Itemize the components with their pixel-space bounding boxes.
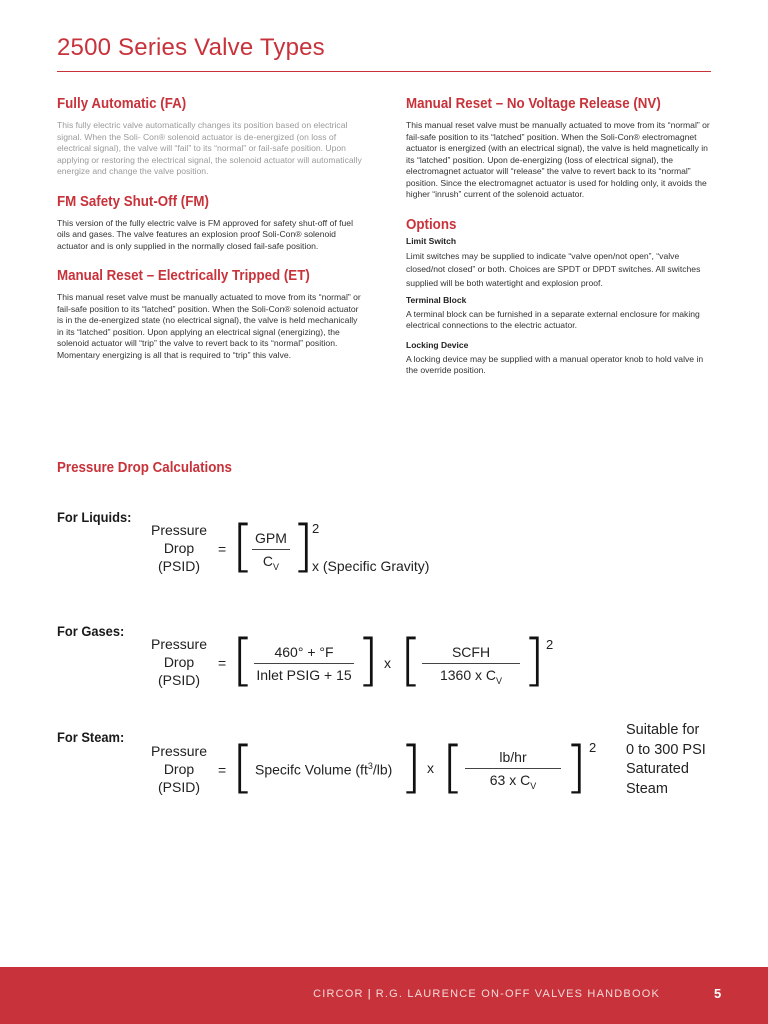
gases-frac2-den-text: 1360 x C (439, 667, 497, 683)
steam-den-text: 63 x C (489, 772, 531, 788)
right-bracket: ] (523, 628, 545, 693)
footer-handbook-title (313, 988, 660, 1000)
cv-subscript: V (496, 675, 503, 686)
nv-body: This manual reset valve must be manually actuated to move from its “normal” or fail-safe position to its “latched” position. When the Soli-Con® electromagnet actuator is energized (with an electrical signal), the valve is held magnetically in its “latched” position. Upon de-energizing (loss of electrical signal), the electromagnet actuator will “release” the valve to revert back to its “normal” position. Since the electromagnet actuator is used for holding only, it avoids the higher “inrush” current of the solenoid actuator. (406, 120, 710, 199)
steam-fraction (465, 748, 561, 795)
pd-line: Pressure (150, 743, 208, 759)
liquids-equals: = (218, 541, 227, 557)
steam-equals: = (218, 762, 227, 778)
gases-times: x (384, 655, 391, 671)
pd-line: Drop (163, 654, 195, 670)
liquids-exponent: 2 (312, 521, 320, 536)
pd-line: Pressure (150, 522, 208, 538)
locking-device-body: A locking device may be supplied with a manual operator knob to hold valve in the override position. (406, 353, 704, 376)
right-bracket: ] (400, 735, 422, 800)
left-column (57, 96, 362, 377)
left-bracket: [ (232, 735, 254, 800)
section-fm-safety (57, 194, 362, 253)
gases-equals: = (218, 655, 227, 671)
gases-frac2-denominator (422, 664, 520, 690)
steam-specific-volume (255, 761, 392, 778)
left-bracket: [ (232, 628, 254, 693)
gases-exponent: 2 (546, 637, 554, 652)
spec-vol-text: Specifc Volume (ft (255, 761, 368, 778)
left-bracket: [ (232, 514, 254, 579)
limit-switch-body: Limit switches may be supplied to indicate “valve open/not open”, “valve closed/not closed” or both. Choices are SPDT or DPDT switches. All switches supplied will be both watertight and explosion proof. (406, 250, 701, 289)
right-bracket: ] (292, 514, 314, 579)
cv-c: C (262, 553, 274, 569)
steam-note-line: 0 to 300 PSI (626, 741, 706, 758)
liquids-label: For Liquids: (57, 509, 132, 525)
pressure-drop-heading: Pressure Drop Calculations (57, 460, 232, 476)
right-bracket: ] (357, 628, 379, 693)
steam-frac-denominator (465, 769, 561, 795)
gases-frac1-numerator: 460° + °F (254, 643, 354, 664)
section-no-voltage-release (406, 96, 711, 201)
gases-pressure-drop (140, 635, 218, 689)
spec-vol-superscript: 3 (367, 761, 373, 771)
section-options (406, 217, 711, 377)
cv-subscript: V (530, 780, 537, 791)
pd-line: (PSID) (158, 558, 200, 574)
pd-line: Drop (163, 761, 195, 777)
gases-fraction-flow (422, 643, 520, 690)
fm-heading: FM Safety Shut-Off (FM) (57, 193, 209, 210)
section-electrically-tripped (57, 268, 362, 361)
liquids-numerator: GPM (252, 529, 290, 550)
left-bracket: [ (400, 628, 422, 693)
footer-brand: CIRCOR (313, 988, 364, 1000)
liquids-pressure-drop (140, 521, 218, 575)
fa-body: This fully electric valve automatically changes its position based on electrical signal. When the Soli- Con® solenoid actuator is de-energized (on loss of electrical signal), the valve will “fail” to its “normal” or fail-safe position. Upon applying or restoring the electrical signal, the solenoid actuator will automatically energize and change the valve position. (57, 120, 362, 176)
steam-frac-numerator: lb/hr (465, 748, 561, 769)
gases-frac1-denominator: Inlet PSIG + 15 (256, 667, 352, 683)
steam-note-line: Steam (626, 780, 668, 797)
nv-heading: Manual Reset – No Voltage Release (NV) (406, 96, 661, 112)
limit-switch-title: Limit Switch (406, 235, 457, 246)
right-bracket: ] (565, 735, 587, 800)
gases-label: For Gases: (57, 623, 125, 639)
gases-frac2-numerator: SCFH (422, 643, 520, 664)
liquids-specific-gravity: x (Specific Gravity) (312, 558, 430, 574)
steam-exponent: 2 (589, 740, 597, 755)
right-column (406, 96, 711, 385)
footer-separator: | (367, 988, 372, 1000)
steam-times: x (427, 760, 434, 776)
footer-handbook: R.G. LAURENCE ON-OFF VALVES HANDBOOK (375, 988, 660, 1000)
pd-line: (PSID) (158, 672, 200, 688)
locking-device-title: Locking Device (406, 339, 469, 350)
et-body: This manual reset valve must be manually actuated to move from its “normal” or fail-safe position to its “latched” position. When the Soli-Con® solenoid actuator is in the de-energized state (no electrical signal), the valve is held mechanically in its “latched” position. Upon applying an electrical signal (energizing), the solenoid actuator will “trip” the valve to revert back to its “normal” position. Momentary energizing is all that is required to “trip” this valve. (57, 292, 361, 360)
steam-pressure-drop (140, 742, 218, 796)
footer-bar (0, 967, 768, 1024)
fa-heading: Fully Automatic (FA) (57, 96, 187, 112)
left-bracket: [ (442, 735, 464, 800)
pd-line: Drop (163, 540, 195, 556)
title-divider (57, 71, 711, 72)
page-number: 5 (714, 986, 722, 1001)
fm-body: This version of the fully electric valve is FM approved for safety shut-off of fuel oils and gases. The valve features an explosion proof Soli-Con® solenoid actuator and is only supplied in the normally closed fail-safe position. (57, 217, 353, 251)
terminal-block-body: A terminal block can be furnished in a separate external enclosure for making electrical connections to the electric actuator. (406, 308, 700, 331)
section-fully-automatic (57, 96, 362, 178)
steam-note-line: Suitable for (626, 722, 700, 738)
liquids-denominator (252, 550, 290, 576)
options-heading: Options (406, 216, 457, 233)
gases-fraction-temperature (254, 643, 354, 684)
steam-suitability-note (626, 721, 706, 799)
page-title: 2500 Series Valve Types (57, 34, 325, 61)
steam-label: For Steam: (57, 729, 125, 745)
spec-vol-unit: /lb) (372, 761, 393, 778)
steam-note-line: Saturated (626, 761, 689, 777)
terminal-block-title: Terminal Block (406, 294, 467, 305)
pd-line: Pressure (150, 636, 208, 652)
cv-subscript: V (273, 561, 280, 572)
liquids-fraction (252, 529, 290, 576)
et-heading: Manual Reset – Electrically Tripped (ET) (57, 268, 310, 284)
pd-line: (PSID) (158, 779, 200, 795)
